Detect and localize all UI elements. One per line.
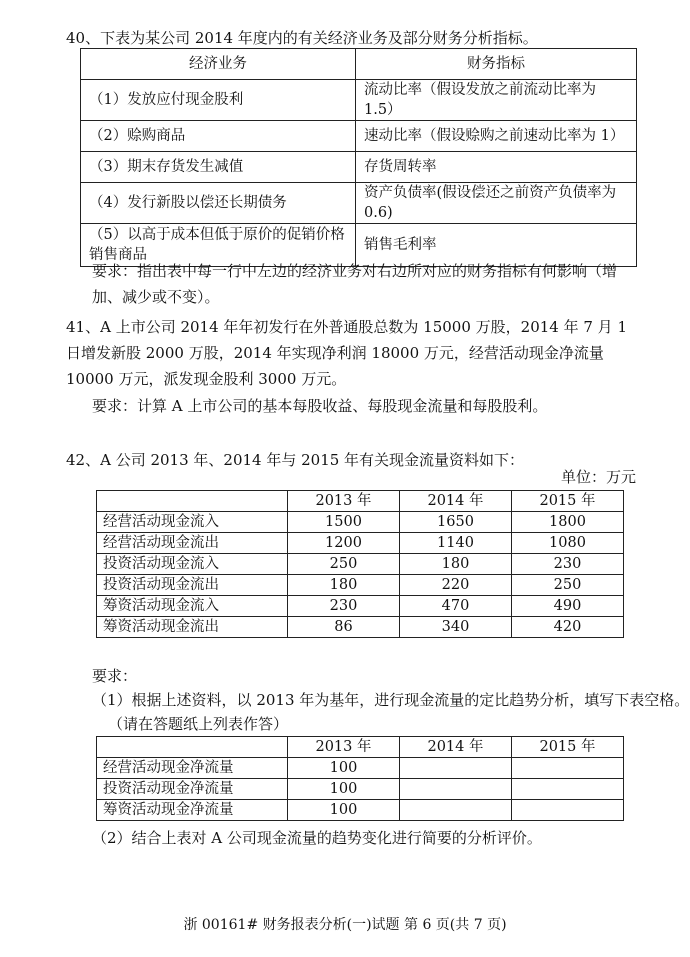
table-cell: 490 (512, 596, 624, 617)
table-cell: 100 (288, 800, 400, 821)
column-header: 2013 年 (288, 737, 400, 758)
table-row (97, 533, 624, 554)
table-cell: 速动比率（假设赊购之前速动比率为 1） (356, 121, 637, 152)
row-label: 筹资活动现金净流量 (97, 800, 288, 821)
column-header: 2015 年 (512, 491, 624, 512)
blank-cell (400, 758, 512, 779)
q40-requirement: 要求：指出表中每一行中左边的经济业务对右边所对应的财务指标有何影响（增加、减少或不变）。 (92, 262, 618, 306)
column-header: 财务指标 (356, 49, 637, 80)
table-cell: 180 (400, 554, 512, 575)
table-cell: 1650 (400, 512, 512, 533)
table-cell: 230 (512, 554, 624, 575)
q42-sub1-note: （请在答题纸上列表作答） (108, 715, 289, 733)
table-cell: 340 (400, 617, 512, 638)
table-cell: （3）期末存货发生减值 (81, 152, 356, 183)
q42-sub1: （1）根据上述资料，以 2013 年为基年，进行现金流量的定比趋势分析，填写下表空格。 (92, 691, 690, 709)
row-label: 经营活动现金流出 (97, 533, 288, 554)
table-row (97, 596, 624, 617)
blank-cell (400, 779, 512, 800)
table-cell: 86 (288, 617, 400, 638)
table-row (81, 80, 637, 121)
page-footer: 浙 00161# 财务报表分析(一)试题 第 6 页(共 7 页) (183, 917, 507, 933)
table-row (81, 121, 637, 152)
q41-requirement: 要求：计算 A 上市公司的基本每股收益、每股现金流量和每股股利。 (92, 397, 548, 415)
q40-table (80, 48, 637, 267)
table-row (97, 779, 624, 800)
table-cell: 220 (400, 575, 512, 596)
column-header: 经济业务 (81, 49, 356, 80)
table-cell: 1500 (288, 512, 400, 533)
table-cell: （2）赊购商品 (81, 121, 356, 152)
column-header (97, 491, 288, 512)
table-cell: 230 (288, 596, 400, 617)
table-row (97, 575, 624, 596)
table-cell: 100 (288, 779, 400, 800)
unit-label: 单位：万元 (560, 468, 636, 486)
table-row (97, 554, 624, 575)
column-header: 2014 年 (400, 737, 512, 758)
row-label: 投资活动现金流出 (97, 575, 288, 596)
table-cell: 1140 (400, 533, 512, 554)
q42-sub2: （2）结合上表对 A 公司现金流量的趋势变化进行简要的分析评价。 (92, 829, 542, 847)
column-header: 2013 年 (288, 491, 400, 512)
row-label: 投资活动现金流入 (97, 554, 288, 575)
row-label: 投资活动现金净流量 (97, 779, 288, 800)
table-cell: （1）发放应付现金股利 (81, 80, 356, 121)
table-cell: （5）以高于成本但低于原价的促销价格销售商品 (81, 224, 356, 267)
column-header: 2015 年 (512, 737, 624, 758)
table-cell: 1080 (512, 533, 624, 554)
blank-cell (512, 779, 624, 800)
table-header-row (81, 49, 637, 80)
column-header: 2014 年 (400, 491, 512, 512)
table-row (97, 617, 624, 638)
table-header-row (97, 737, 624, 758)
table-cell: 470 (400, 596, 512, 617)
table-cell: 1800 (512, 512, 624, 533)
q41-text: 41、A 上市公司 2014 年年初发行在外普通股总数为 15000 万股，2014 年 7 月 1 日增发新股 2000 万股，2014 年实现净利润 18000 万元，经营活动现金净流量 10000 万元，派发现金股利 3000 万元。 (66, 318, 627, 388)
table-row (97, 758, 624, 779)
table-cell: 100 (288, 758, 400, 779)
table-row (97, 800, 624, 821)
table-cell: 250 (288, 554, 400, 575)
table-cell: 250 (512, 575, 624, 596)
table-cell: 销售毛利率 (356, 224, 637, 267)
table-row (97, 512, 624, 533)
table-row (81, 183, 637, 224)
q42-title: 42、A 公司 2013 年、2014 年与 2015 年有关现金流量资料如下： (66, 451, 525, 469)
row-label: 经营活动现金流入 (97, 512, 288, 533)
table-cell: （4）发行新股以偿还长期债务 (81, 183, 356, 224)
blank-cell (512, 800, 624, 821)
table-cell: 存货周转率 (356, 152, 637, 183)
q42-cashflow-table (96, 490, 624, 638)
table-header-row (97, 491, 624, 512)
table-row (81, 152, 637, 183)
q42-requirement-label: 要求： (92, 667, 138, 685)
column-header (97, 737, 288, 758)
blank-cell (512, 758, 624, 779)
row-label: 筹资活动现金流出 (97, 617, 288, 638)
table-cell: 180 (288, 575, 400, 596)
table-cell: 420 (512, 617, 624, 638)
row-label: 筹资活动现金流入 (97, 596, 288, 617)
row-label: 经营活动现金净流量 (97, 758, 288, 779)
q42-trend-table (96, 736, 624, 821)
q40-title: 40、下表为某公司 2014 年度内的有关经济业务及部分财务分析指标。 (66, 29, 538, 47)
blank-cell (400, 800, 512, 821)
table-cell: 资产负债率(假设偿还之前资产负债率为 0.6) (356, 183, 637, 224)
table-cell: 流动比率（假设发放之前流动比率为 1.5） (356, 80, 637, 121)
table-cell: 1200 (288, 533, 400, 554)
